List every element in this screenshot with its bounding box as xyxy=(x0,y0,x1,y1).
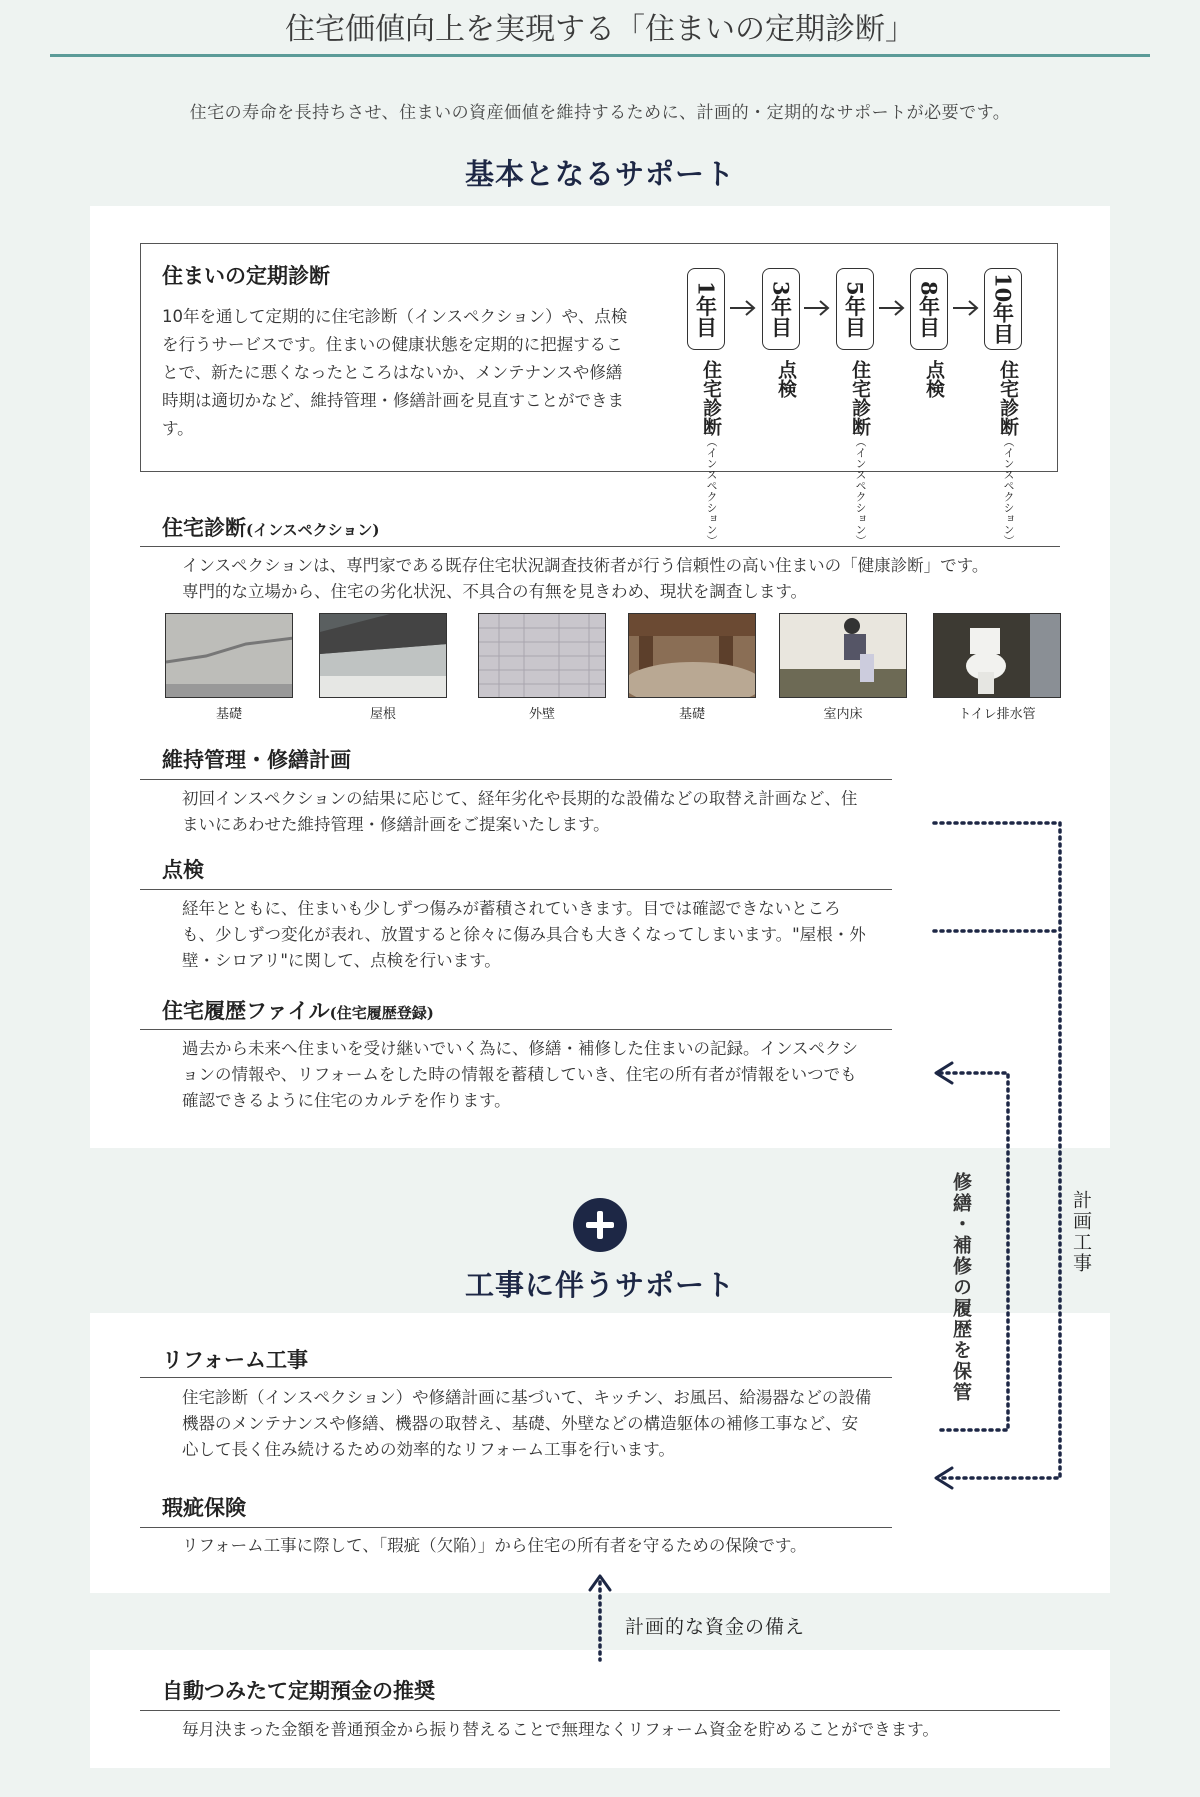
savings-rule xyxy=(140,1710,1060,1711)
photo-caption: 室内床 xyxy=(823,707,863,722)
arrow-right-icon xyxy=(878,298,906,318)
photo-foundation-underfloor xyxy=(628,613,756,698)
history-body: 過去から未来へ住まいを受け継いでいく為に、修繕・補修した住まいの記録。インスペクションの情報や、リフォームをした時の情報を蓄積していき、住宅の所有者が情報をいつでも確認できるように住宅のカルテを作ります。 xyxy=(182,1039,859,1110)
insurance-rule xyxy=(140,1527,892,1528)
maintenance-title: 維持管理・修繕計画 xyxy=(162,747,351,772)
savings-title: 自動つみたて定期預金の推奨 xyxy=(162,1678,435,1703)
timeline-label: 点検 xyxy=(775,360,797,398)
title-divider xyxy=(50,54,1150,57)
photo-toilet-drain xyxy=(933,613,1061,698)
photo-caption: 外壁 xyxy=(528,707,555,722)
check-rule xyxy=(140,889,892,890)
inspection-title: 住宅診断(インスペクション) xyxy=(162,515,380,540)
check-title: 点検 xyxy=(162,857,204,882)
planned-work-label: 計画工事 xyxy=(1070,1190,1092,1274)
intro-text: 住宅の寿命を長持ちさせ、住まいの資産価値を維持するために、計画的・定期的なサポートが必要です。 xyxy=(189,103,1011,123)
timeline-label: 住宅診断（インスペクション） xyxy=(849,360,871,546)
check-body: 経年とともに、住まいも少しずつ傷みが蓄積されていきます。目では確認できないところも、少しずつ変化が表れ、放置すると徐々に傷み具合も大きくなってしまいます。"屋根・外壁・シロアリ"に関して、点検を行います。 xyxy=(182,899,866,970)
reform-body: 住宅診断（インスペクション）や修繕計画に基づいて、キッチン、お風呂、給湯器などの設備機器のメンテナンスや修繕、機器の取替え、基礎、外壁などの構造躯体の補修工事など、安心して長く住み続けるための効率的なリフォーム工事を行います。 xyxy=(182,1388,872,1459)
photo-caption: 屋根 xyxy=(369,707,396,722)
basic-support-heading: 基本となるサポート xyxy=(464,157,735,191)
timeline-year: 8年目 xyxy=(910,268,948,350)
reform-title: リフォーム工事 xyxy=(162,1347,308,1372)
periodic-diagnosis-title: 住まいの定期診断 xyxy=(162,263,330,288)
timeline-label: 住宅診断（インスペクション） xyxy=(700,360,722,546)
reform-rule xyxy=(140,1377,892,1378)
maintenance-rule xyxy=(140,779,892,780)
plus-icon xyxy=(573,1198,627,1252)
photo-roof xyxy=(319,613,447,698)
funds-label: 計画的な資金の備え xyxy=(625,1616,806,1638)
inspection-line-1: インスペクションは、専門家である既存住宅状況調査技術者が行う信頼性の高い住まいの「健康診断」です。 xyxy=(182,556,989,575)
inspection-rule xyxy=(140,546,1060,547)
construction-support-heading: 工事に伴うサポート xyxy=(464,1268,735,1302)
photo-exterior-wall xyxy=(478,613,606,698)
timeline-label: 点検 xyxy=(923,360,945,398)
timeline-label: 住宅診断（インスペクション） xyxy=(997,360,1019,546)
keep-history-label: 修繕・補修の履歴を保管 xyxy=(950,1172,972,1403)
history-title: 住宅履歴ファイル(住宅履歴登録) xyxy=(162,998,434,1023)
inspection-line-2: 専門的な立場から、住宅の劣化状況、不具合の有無を見きわめ、現状を調査します。 xyxy=(182,582,808,601)
photo-caption: 基礎 xyxy=(678,707,705,722)
maintenance-body: 初回インスペクションの結果に応じて、経年劣化や長期的な設備などの取替え計画など、住まいにあわせた維持管理・修繕計画をご提案いたします。 xyxy=(182,789,858,834)
timeline-year: 5年目 xyxy=(836,268,874,350)
photo-caption: トイレ排水管 xyxy=(958,707,1036,722)
page-title: 住宅価値向上を実現する「住まいの定期診断」 xyxy=(285,12,915,47)
photo-interior-floor xyxy=(779,613,907,698)
arrow-right-icon xyxy=(803,298,831,318)
timeline-year: 1年目 xyxy=(687,268,725,350)
insurance-body: リフォーム工事に際して、「瑕疵（欠陥）」から住宅の所有者を守るための保険です。 xyxy=(182,1536,807,1555)
arrow-right-icon xyxy=(952,298,980,318)
periodic-diagnosis-body: 10年を通して定期的に住宅診断（インスペクション）や、点検を行うサービスです。住まいの健康状態を定期的に把握することで、新たに悪くなったところはないか、メンテナンスや修繕時期は適切かなど、維持管理・修繕計画を見直すことができます。 xyxy=(162,307,628,438)
savings-panel xyxy=(90,1650,1110,1768)
photo-foundation xyxy=(165,613,293,698)
timeline-year: 10年目 xyxy=(984,268,1022,350)
arrow-right-icon xyxy=(729,298,757,318)
savings-body: 毎月決まった金額を普通預金から振り替えることで無理なくリフォーム資金を貯めることができます。 xyxy=(182,1720,939,1739)
history-rule xyxy=(140,1029,892,1030)
timeline-year: 3年目 xyxy=(762,268,800,350)
insurance-title: 瑕疵保険 xyxy=(162,1495,246,1520)
photo-caption: 基礎 xyxy=(215,707,242,722)
